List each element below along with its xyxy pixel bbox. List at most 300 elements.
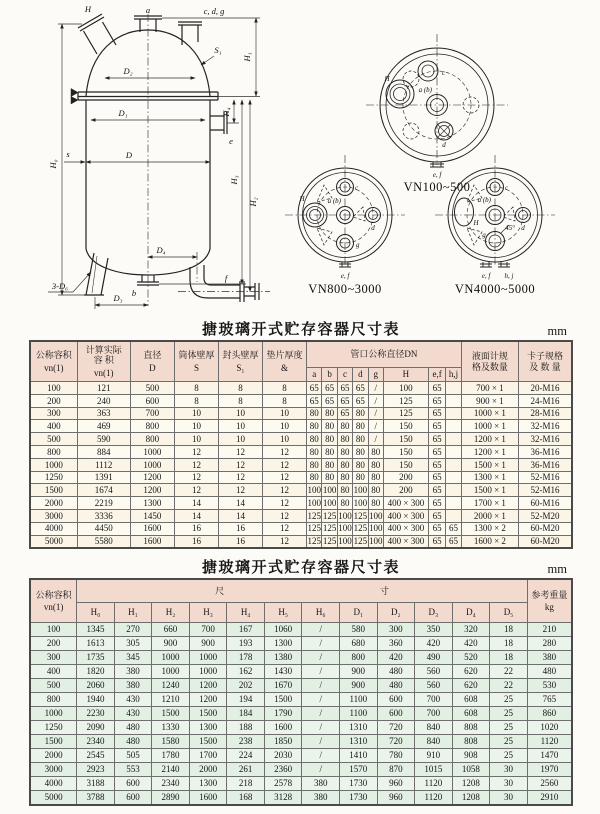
table-cell: 100: [30, 623, 77, 637]
col-header-gasket-thickness: 垫片厚度 &: [263, 341, 307, 382]
table-cell: 80: [337, 433, 352, 446]
table-cell: 800: [340, 651, 378, 665]
label-cdg-nozzle: c, d, g: [203, 6, 225, 16]
label-H: H: [299, 195, 305, 203]
table-cell: 500: [30, 433, 77, 446]
table-cell: 60-M20: [519, 535, 572, 548]
table-cell: 65: [337, 382, 352, 395]
table-cell: 840: [415, 721, 453, 735]
table-cell: 1058: [452, 763, 490, 777]
nozzle-H-view1: [386, 80, 414, 108]
table-cell: 25: [490, 693, 528, 707]
view-vn100-500: [366, 34, 508, 194]
table-cell: /: [368, 382, 383, 395]
table-cell: 300: [30, 651, 77, 665]
table-cell: 10: [218, 407, 262, 420]
table-cell: 12: [218, 458, 262, 471]
table-cell: 1000: [130, 458, 174, 471]
subcol-H4: H₄: [227, 603, 265, 623]
nozzle-cdg: [178, 22, 202, 45]
table-cell: /: [302, 707, 340, 721]
table-cell: 80: [353, 471, 368, 484]
table-cell: [446, 420, 461, 433]
table-cell: 1300: [130, 497, 174, 510]
label-h2: H₂: [248, 197, 258, 207]
table-cell: 490: [415, 651, 453, 665]
table-cell: /: [302, 693, 340, 707]
table-cell: 100: [322, 485, 337, 496]
table-row: [30, 484, 572, 497]
label-ab: a (b): [418, 86, 432, 94]
table-cell: 1300: [189, 721, 227, 735]
table-cell: 1200: [189, 693, 227, 707]
table-cell: 960: [377, 791, 415, 806]
table-cell: 1380: [264, 651, 302, 665]
subcol-H: H: [383, 368, 428, 382]
table-cell: 1500: [189, 707, 227, 721]
table-cell: 30: [490, 763, 528, 777]
table-cell: 360: [377, 637, 415, 651]
table-cell: 1000: [152, 665, 190, 679]
table-cell: 80: [368, 458, 383, 471]
dimension-lines: [48, 18, 260, 309]
table-cell: 12: [174, 471, 218, 484]
table-row: [30, 420, 572, 433]
table-cell: 1600: [264, 721, 302, 735]
subcol-H3: H₃: [189, 603, 227, 623]
table-cell: /: [368, 394, 383, 407]
support-leg: [84, 253, 108, 295]
table-cell: 1500: [30, 735, 77, 749]
table-cell: 80: [368, 471, 383, 484]
table-cell: 52-M16: [519, 471, 572, 484]
table-cell: 12: [174, 484, 218, 497]
table-cell: 100: [353, 485, 368, 496]
label-legs: 3-D₆: [51, 281, 69, 291]
table-cell: 4450: [77, 522, 130, 535]
table-cell: 5000: [30, 535, 77, 548]
table-cell: /: [368, 407, 383, 420]
table-cell: 12: [174, 458, 218, 471]
subcol-D4: D₄: [452, 603, 490, 623]
label-angle: 45°: [505, 224, 515, 232]
table-cell: 1200 × 1: [461, 433, 518, 446]
table-cell: 1120: [415, 777, 453, 791]
table-row: [30, 509, 572, 522]
table-cell: 1570: [340, 763, 378, 777]
table-cell: 1600: [130, 535, 174, 548]
table-cell: 65: [428, 471, 445, 484]
table-cell: 2890: [152, 791, 190, 806]
table-cell: 12: [263, 458, 307, 471]
outlet-elbow-f: [190, 265, 259, 302]
table-cell: 5580: [77, 535, 130, 548]
table-cell: 8: [263, 382, 307, 395]
table-cell: 1015: [415, 763, 453, 777]
table-cell: 125: [383, 407, 428, 420]
table-cell: 65: [337, 407, 352, 420]
table-cell: 80: [353, 458, 368, 471]
table-cell: 1780: [152, 749, 190, 763]
view-title: VN100~500: [403, 180, 471, 194]
table-cell: 2230: [77, 707, 115, 721]
table-cell: 700: [130, 407, 174, 420]
table-cell: 350: [415, 623, 453, 637]
table-cell: 202: [227, 679, 265, 693]
subcol-d: d: [353, 368, 368, 382]
col-header-level-gauge: 液面计规 格及数量: [461, 341, 518, 382]
table-cell: 80: [307, 458, 322, 471]
table-cell: 480: [377, 679, 415, 693]
table-cell: 400: [30, 665, 77, 679]
table-cell: 100: [368, 535, 383, 548]
table-cell: 1000 × 1: [461, 407, 518, 420]
table-cell: 1250: [30, 721, 77, 735]
table-cell: 1200: [189, 679, 227, 693]
table-cell: 1391: [77, 471, 130, 484]
table-cell: 100: [383, 382, 428, 395]
subcol-H0: H₀: [77, 603, 115, 623]
table-cell: 12: [263, 522, 307, 535]
table-cell: 720: [377, 721, 415, 735]
table-cell: 1940: [77, 693, 115, 707]
table-cell: 80: [337, 458, 352, 471]
table-cell: 900: [340, 679, 378, 693]
label-d: d: [442, 141, 446, 149]
table-cell: 80: [353, 433, 368, 446]
table-cell: 22: [490, 665, 528, 679]
table-cell: 1208: [452, 777, 490, 791]
table-cell: 1300 × 2: [461, 522, 518, 535]
table-cell: [446, 497, 461, 510]
table-cell: 4000: [30, 522, 77, 535]
table-cell: 505: [114, 749, 152, 763]
table-row: [30, 445, 572, 458]
table-cell: 22: [490, 679, 528, 693]
table-cell: 3000: [30, 763, 77, 777]
table-cell: 400: [30, 420, 77, 433]
table-cell: 2000 × 1: [461, 509, 518, 522]
table-cell: 700: [189, 623, 227, 637]
col-header-actual-volume: 计算实际 容 积 vn(1): [77, 341, 130, 382]
table-cell: 200: [383, 471, 428, 484]
table-cell: 125: [322, 535, 337, 548]
table-cell: 65: [446, 535, 461, 548]
table-cell: 238: [227, 735, 265, 749]
table-cell: 224: [227, 749, 265, 763]
table-cell: 1200: [130, 484, 174, 497]
table-cell: 80: [353, 407, 368, 420]
table-cell: 1100: [340, 693, 378, 707]
table-cell: 65: [337, 394, 352, 407]
table-cell: 10: [174, 407, 218, 420]
table-cell: 1410: [340, 749, 378, 763]
table-row: [30, 693, 572, 707]
table-row: [30, 679, 572, 693]
label-ab: a (b): [477, 196, 491, 204]
table-cell: 60-M20: [519, 522, 572, 535]
subcol-ef: e,f: [428, 368, 445, 382]
table-row: [30, 433, 572, 446]
table-cell: /: [302, 735, 340, 749]
table-cell: 400 × 300: [383, 535, 428, 548]
table-cell: 100: [322, 497, 337, 508]
col-group-dimensions: 尺 寸: [77, 579, 528, 603]
table-cell: 1200 × 1: [461, 445, 518, 458]
table-cell: 2910: [527, 791, 572, 806]
label-h-nozzle: H: [84, 4, 92, 14]
col-header-diameter: 直径 D: [130, 341, 174, 382]
table-cell: 1500 × 1: [461, 484, 518, 497]
table-cell: 1790: [264, 707, 302, 721]
table-cell: 65: [307, 394, 322, 407]
table-cell: 125: [307, 510, 321, 521]
table-cell: 900: [152, 637, 190, 651]
table-cell: 430: [114, 693, 152, 707]
table-cell: 1000: [30, 458, 77, 471]
col-header-head-thickness: 封头壁厚 S₁: [218, 341, 262, 382]
table-cell: 25: [490, 721, 528, 735]
table-cell: 1500: [264, 693, 302, 707]
table-cell: 8: [174, 382, 218, 395]
table2-title: 搪玻璃开式贮存容器尺寸表: [201, 560, 400, 576]
table-cell: 590: [77, 433, 130, 446]
table-cell: 363: [77, 407, 130, 420]
nozzle-d-view1: [435, 122, 453, 140]
subcol-D5: D₅: [490, 603, 528, 623]
table-cell: [446, 471, 461, 484]
label-d2: D₂: [123, 66, 133, 76]
table-cell: 150: [383, 420, 428, 433]
table-cell: 400 × 300: [383, 522, 428, 535]
label-s1: S₁: [214, 45, 222, 55]
table-cell: 608: [452, 693, 490, 707]
table-cell: 800: [30, 445, 77, 458]
table-cell: /: [368, 420, 383, 433]
table-cell: 150: [383, 433, 428, 446]
table-cell: 16: [174, 522, 218, 535]
table-cell: 240: [77, 394, 130, 407]
table-cell: 430: [114, 707, 152, 721]
label-h0: H₀: [48, 159, 58, 169]
label-H: H: [473, 219, 479, 227]
table-cell: 10: [263, 433, 307, 446]
table-row: [30, 735, 572, 749]
table-cell: /: [302, 623, 340, 637]
table-cell: 125: [322, 523, 337, 534]
table-cell: 125: [307, 535, 322, 548]
table-cell: 2923: [77, 763, 115, 777]
table-cell: 1345: [77, 623, 115, 637]
table-cell: 4000: [30, 777, 77, 791]
table-cell: 1300 × 1: [461, 471, 518, 484]
table-cell: 16: [218, 535, 262, 548]
table-cell: 2560: [527, 777, 572, 791]
table-cell: 8: [263, 394, 307, 407]
view-vn800-3000: [285, 155, 405, 296]
table-cell: 20-M16: [519, 382, 572, 395]
table-cell: 1430: [264, 665, 302, 679]
col-group-nozzle-dn: 管口公称直径DN: [307, 341, 462, 368]
table-cell: 2140: [152, 763, 190, 777]
table-cell: 1970: [527, 763, 572, 777]
table-cell: 560: [415, 679, 453, 693]
table-cell: 25: [490, 735, 528, 749]
table-cell: 1580: [152, 735, 190, 749]
table-cell: 200: [383, 484, 428, 497]
table-cell: /: [302, 651, 340, 665]
table-row: [30, 522, 572, 535]
table-cell: 80: [322, 458, 337, 471]
table-cell: 60-M16: [519, 497, 572, 510]
table-cell: [446, 433, 461, 446]
table-cell: 100: [307, 485, 321, 496]
table-cell: 1500: [30, 484, 77, 497]
table-cell: 2000: [30, 749, 77, 763]
table-cell: 700 × 1: [461, 382, 518, 395]
table-cell: 420: [377, 651, 415, 665]
table-cell: 125: [307, 523, 321, 534]
table-cell: 14: [174, 497, 218, 510]
table-row: [30, 651, 572, 665]
table-cell: /: [302, 721, 340, 735]
table-cell: 1700: [189, 749, 227, 763]
table-row: [30, 394, 572, 407]
table-cell: 10: [218, 420, 262, 433]
table-cell: 80: [307, 445, 322, 458]
table-cell: 2090: [77, 721, 115, 735]
table-cell: 700: [415, 693, 453, 707]
label-c: c: [355, 184, 359, 192]
table-cell: 65: [428, 445, 445, 458]
table-cell: 2030: [264, 749, 302, 763]
subcol-g: g: [368, 368, 383, 382]
table-cell: 80: [307, 471, 322, 484]
table-cell: 12: [218, 471, 262, 484]
table-cell: 1730: [340, 777, 378, 791]
table-cell: 100: [338, 510, 352, 521]
vessel-drawing: [28, 4, 278, 316]
table-cell: 100: [353, 497, 368, 508]
table-cell: 1500: [189, 735, 227, 749]
table-cell: 720: [377, 735, 415, 749]
table-cell: 80: [368, 484, 383, 497]
nozzle-H-view3: [455, 198, 474, 226]
table-cell: 400 × 300: [383, 497, 428, 510]
table-cell: 680: [340, 637, 378, 651]
table-cell: 884: [77, 445, 130, 458]
table-cell: 1100: [340, 707, 378, 721]
table-cell: 193: [227, 637, 265, 651]
table-cell: 800: [130, 420, 174, 433]
table-cell: 1600: [189, 791, 227, 806]
table-cell: 469: [77, 420, 130, 433]
view-title: VN4000~5000: [454, 282, 536, 296]
table-cell: 800: [130, 433, 174, 446]
table-cell: 400 × 300: [383, 509, 428, 522]
table-cell: 480: [114, 735, 152, 749]
table-cell: 1240: [152, 679, 190, 693]
col-header-nominal-volume: 公称容积 vn(1): [30, 579, 77, 623]
table-cell: 65: [428, 497, 445, 510]
subcol-a: a: [307, 368, 322, 382]
col-header-ref-weight: 参考重量 kg: [527, 579, 572, 623]
label-h3: H₃: [229, 175, 239, 185]
table-cell: 908: [452, 749, 490, 763]
table-row: [30, 763, 572, 777]
table-cell: /: [302, 665, 340, 679]
table-cell: 1674: [77, 484, 130, 497]
table-cell: 1000: [30, 707, 77, 721]
table-cell: 12: [174, 445, 218, 458]
table-cell: 30: [490, 777, 528, 791]
table-cell: 1330: [152, 721, 190, 735]
table-cell: 80: [353, 420, 368, 433]
table-cell: 100: [368, 523, 383, 534]
table-cell: 80: [368, 497, 383, 510]
label-g: g: [482, 231, 486, 239]
table1-body: [30, 382, 572, 549]
table2-unit: mm: [547, 562, 567, 576]
table-cell: 12: [263, 471, 307, 484]
table-cell: 100: [338, 523, 352, 534]
table-cell: 32-M16: [519, 433, 572, 446]
table-row: [30, 382, 572, 395]
table-cell: 900: [189, 637, 227, 651]
subcol-D1: D₁: [340, 603, 378, 623]
table-cell: [446, 509, 461, 522]
subcol-H1: H₁: [114, 603, 152, 623]
label-c: c: [442, 69, 446, 77]
label-e: e: [229, 136, 233, 146]
table-cell: 2340: [77, 735, 115, 749]
table-cell: 52-M20: [519, 509, 572, 522]
label-ef: e, f: [340, 272, 350, 280]
table-cell: 560: [415, 665, 453, 679]
table-cell: 194: [227, 693, 265, 707]
table-cell: 150: [383, 458, 428, 471]
table-cell: 80: [337, 420, 352, 433]
label-h1: H₁: [242, 52, 252, 62]
table-cell: 1000: [189, 651, 227, 665]
table-cell: 780: [377, 749, 415, 763]
table-cell: 12: [263, 484, 307, 497]
table-cell: 300: [377, 623, 415, 637]
table-cell: 1112: [77, 458, 130, 471]
table-cell: 121: [77, 382, 130, 395]
table-cell: 12: [263, 497, 307, 510]
table-cell: 162: [227, 665, 265, 679]
label-d4: D₄: [156, 245, 166, 255]
table-cell: 1300: [264, 637, 302, 651]
table-cell: 500: [30, 679, 77, 693]
label-ef: e, f: [432, 171, 442, 179]
table-cell: 65: [428, 522, 445, 535]
subcol-hj: h,j: [446, 368, 461, 382]
table-cell: 620: [452, 679, 490, 693]
table-cell: [446, 484, 461, 497]
col-header-clamp-spec: 卡子规格 及 数 量: [519, 341, 572, 382]
dimension-table-2: [29, 556, 573, 806]
table-row: [30, 407, 572, 420]
table-cell: 270: [114, 623, 152, 637]
table-cell: 420: [452, 637, 490, 651]
table-cell: 65: [353, 382, 368, 395]
label-f: f: [224, 273, 228, 283]
table-cell: 25: [490, 707, 528, 721]
label-H: H: [384, 75, 390, 83]
table-cell: 12: [218, 445, 262, 458]
